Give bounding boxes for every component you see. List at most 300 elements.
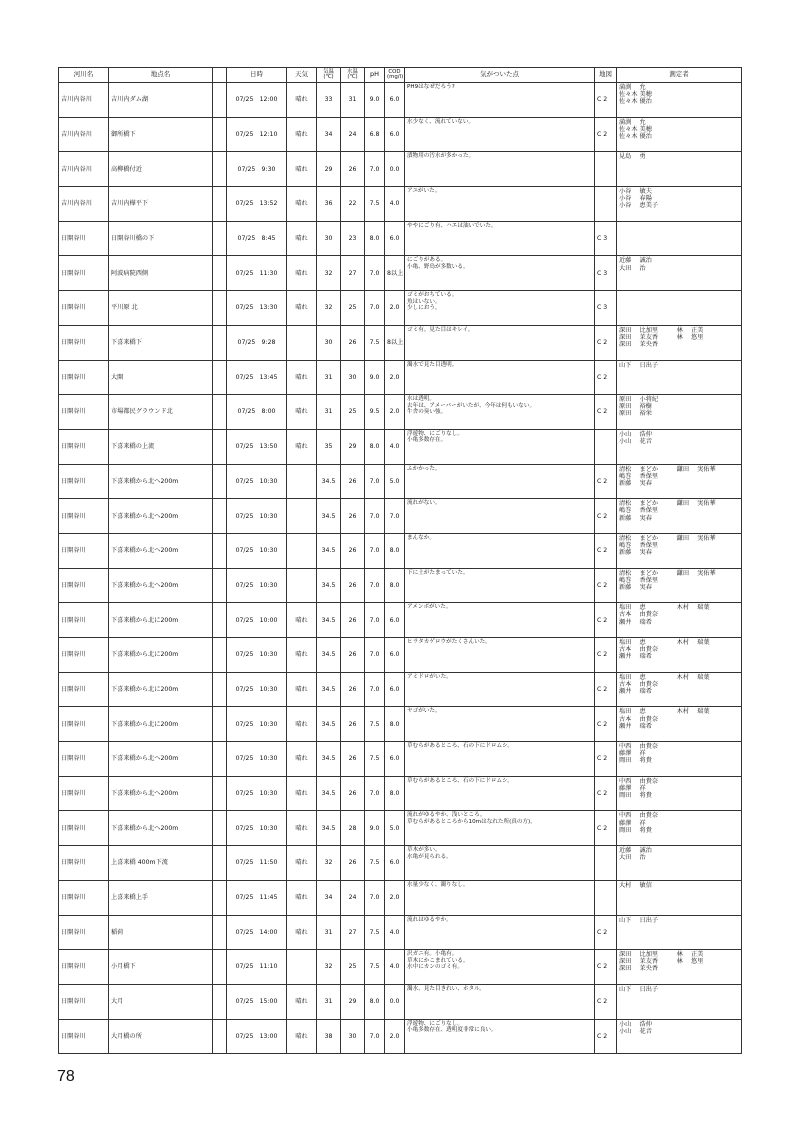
table-row <box>59 325 742 360</box>
blank-cell <box>213 117 227 152</box>
observer-line: 塩田 恵 木村 瑞葉 <box>619 708 710 716</box>
table-row <box>59 603 742 638</box>
table-row <box>59 568 742 603</box>
map-cell: C 3 <box>595 256 617 291</box>
datetime-cell: 07/25 11:45 <box>227 880 287 915</box>
cod-cell: 2.0 <box>385 360 405 395</box>
air-temp-cell: 38 <box>317 1019 341 1054</box>
observer-line: 藤澤 祥 <box>619 750 646 758</box>
cod-cell: 4.0 <box>385 187 405 222</box>
river-cell: 日開谷川 <box>59 256 109 291</box>
weather-cell: 晴れ <box>287 707 317 742</box>
datetime-cell: 07/25 10:30 <box>227 811 287 846</box>
cod-cell: 2.0 <box>385 880 405 915</box>
site-cell: 下喜来橋下 <box>109 325 213 360</box>
notes-cell <box>405 603 595 638</box>
notes-cell <box>405 221 595 256</box>
site-cell: 日開谷川橋の下 <box>109 221 213 256</box>
water-temp-cell: 26 <box>341 325 365 360</box>
datetime-cell: 07/25 11:10 <box>227 950 287 985</box>
observers-cell <box>617 395 742 430</box>
observer-line: 藤澤 祥 <box>619 784 646 792</box>
observers-cell <box>617 291 742 326</box>
map-cell: C 2 <box>595 360 617 395</box>
observer-line: 小山 浩仲 <box>619 1020 652 1028</box>
cod-cell: 6.0 <box>385 221 405 256</box>
note-line: 小亀多数存在。 <box>407 437 447 444</box>
blank-cell <box>213 568 227 603</box>
water-temp-cell: 29 <box>341 984 365 1019</box>
river-cell: 日開谷川 <box>59 915 109 950</box>
note-line: 草むらがあるところ、石の下にドロムシ。 <box>407 777 513 784</box>
cod-cell: 6.0 <box>385 603 405 638</box>
air-temp-cell: 35 <box>317 429 341 464</box>
ph-cell: 9.0 <box>365 811 385 846</box>
header-water-temp: 水温 (℃) <box>341 68 365 83</box>
water-temp-cell: 29 <box>341 429 365 464</box>
observers-cell <box>617 429 742 464</box>
blank-cell <box>213 880 227 915</box>
datetime-cell: 07/25 11:50 <box>227 846 287 881</box>
datetime-cell: 07/25 10:30 <box>227 638 287 673</box>
note-line: 水中にカンのゴミ有。 <box>407 964 463 971</box>
water-temp-cell: 26 <box>341 707 365 742</box>
air-temp-cell: 32 <box>317 950 341 985</box>
observer-line: 小山 浩仲 <box>619 430 652 438</box>
air-temp-cell: 34.5 <box>317 499 341 534</box>
header-ph: pH <box>365 68 385 83</box>
note-line: 牛舎の臭い強。 <box>407 409 447 416</box>
header-map: 地図 <box>595 68 617 83</box>
header-river: 河川名 <box>59 68 109 83</box>
datetime-cell: 07/25 11:30 <box>227 256 287 291</box>
blank-cell <box>213 915 227 950</box>
table-row <box>59 846 742 881</box>
notes-cell <box>405 395 595 430</box>
water-temp-cell: 28 <box>341 811 365 846</box>
ph-cell: 7.0 <box>365 638 385 673</box>
observer-line: 深田 茉央香 <box>619 965 659 973</box>
river-cell: 日開谷川 <box>59 880 109 915</box>
observer-line: 瀬井 瑞希 <box>619 618 652 626</box>
note-line: PH9はなぜだろう? <box>407 84 455 90</box>
weather-cell: 晴れ <box>287 776 317 811</box>
weather-cell: 晴れ <box>287 603 317 638</box>
observer-line: 深田 比加里 林 正美 <box>619 326 704 334</box>
observer-line: 塩田 恵 木村 瑞葉 <box>619 673 710 681</box>
table-row <box>59 811 742 846</box>
note-line: 草むらがあるところ、石の下にドロムシ。 <box>407 743 513 750</box>
observers-cell <box>617 464 742 499</box>
site-cell: 阿波病院西側 <box>109 256 213 291</box>
note-line: 流れはゆるやか。 <box>407 916 452 923</box>
table-row <box>59 880 742 915</box>
note-line: 水少なく、流れていない。 <box>407 118 475 125</box>
weather-cell: 晴れ <box>287 152 317 187</box>
weather-cell: 晴れ <box>287 672 317 707</box>
ph-cell: 7.5 <box>365 950 385 985</box>
cod-cell: 6.0 <box>385 117 405 152</box>
blank-cell <box>213 152 227 187</box>
cod-cell: 6.0 <box>385 83 405 118</box>
observers-cell <box>617 499 742 534</box>
observer-line: 大田 治 <box>619 264 646 272</box>
observers-cell <box>617 83 742 118</box>
observers-cell <box>617 603 742 638</box>
map-cell: C 2 <box>595 603 617 638</box>
air-temp-cell: 34.5 <box>317 568 341 603</box>
ph-cell: 7.0 <box>365 880 385 915</box>
datetime-cell: 07/25 10:30 <box>227 568 287 603</box>
observer-line: 清松 まどか 鎌田 実佑華 <box>619 465 716 473</box>
cod-cell: 6.0 <box>385 742 405 777</box>
observer-line: 塩田 恵 木村 瑞葉 <box>619 639 710 646</box>
air-temp-cell: 31 <box>317 915 341 950</box>
river-cell: 日開谷川 <box>59 984 109 1019</box>
note-line: 下に土がたまっていた。 <box>407 569 469 576</box>
map-cell: C 2 <box>595 672 617 707</box>
notes-cell <box>405 360 595 395</box>
ph-cell: 6.8 <box>365 117 385 152</box>
observers-cell <box>617 117 742 152</box>
water-temp-cell: 26 <box>341 603 365 638</box>
blank-cell <box>213 395 227 430</box>
water-temp-cell: 26 <box>341 672 365 707</box>
table-row <box>59 915 742 950</box>
observer-line: 嶋巻 香保里 <box>619 576 659 584</box>
observers-cell <box>617 776 742 811</box>
header-observers: 測定者 <box>617 68 742 83</box>
weather-cell <box>287 499 317 534</box>
observers-cell <box>617 984 742 1019</box>
observer-line: 藤澤 祥 <box>619 819 646 827</box>
site-cell: 下喜来橋から北へ200m <box>109 533 213 568</box>
map-cell: C 3 <box>595 291 617 326</box>
blank-cell <box>213 1019 227 1054</box>
note-line: 草むらがあるところから10mはなれた所(真の方)。 <box>407 818 536 825</box>
note-line: 草木にかこまれている。 <box>407 957 469 964</box>
note-line: 浮遊物、にごりなし。 <box>407 1020 463 1027</box>
note-line: 流れがゆるやか、浅いところ。 <box>407 812 486 819</box>
water-temp-cell: 26 <box>341 638 365 673</box>
note-line: 水量少なく、濁りなし。 <box>407 881 469 888</box>
ph-cell: 7.5 <box>365 742 385 777</box>
air-temp-cell: 34.5 <box>317 603 341 638</box>
observer-line: 深田 比加里 林 正美 <box>619 951 704 959</box>
site-cell: 吉川内樺平下 <box>109 187 213 222</box>
blank-cell <box>213 742 227 777</box>
datetime-cell: 07/25 14:00 <box>227 915 287 950</box>
river-cell: 日開谷川 <box>59 742 109 777</box>
river-cell: 吉川内谷川 <box>59 187 109 222</box>
table-row <box>59 499 742 534</box>
observer-line: 原田 小将紀 <box>619 396 659 404</box>
air-temp-cell: 32 <box>317 291 341 326</box>
notes-cell <box>405 638 595 673</box>
water-temp-cell: 26 <box>341 568 365 603</box>
datetime-cell: 07/25 10:30 <box>227 499 287 534</box>
cod-cell: 4.0 <box>385 915 405 950</box>
datetime-cell: 07/25 8:00 <box>227 395 287 430</box>
notes-cell <box>405 256 595 291</box>
note-line: 少しにおう。 <box>407 304 441 311</box>
map-cell: C 3 <box>595 221 617 256</box>
observers-cell <box>617 360 742 395</box>
map-cell: C 2 <box>595 1019 617 1054</box>
note-line: 魚はいない。 <box>407 298 441 305</box>
note-line: にごりがある。 <box>407 257 447 264</box>
notes-cell <box>405 291 595 326</box>
observers-cell <box>617 638 742 673</box>
map-cell: C 2 <box>595 984 617 1019</box>
datetime-cell: 07/25 13:45 <box>227 360 287 395</box>
weather-cell <box>287 533 317 568</box>
river-cell: 吉川内谷川 <box>59 83 109 118</box>
note-line: ゴミ有。見た目はキレイ。 <box>407 326 474 333</box>
ph-cell: 7.0 <box>365 603 385 638</box>
river-cell: 日開谷川 <box>59 776 109 811</box>
observer-line: 佐々木 優治 <box>619 132 652 140</box>
water-temp-cell: 25 <box>341 395 365 430</box>
header-site: 地点名 <box>109 68 213 83</box>
map-cell: C 2 <box>595 950 617 985</box>
map-cell: C 2 <box>595 638 617 673</box>
observers-cell <box>617 742 742 777</box>
observer-line: 瀬井 瑞希 <box>619 687 652 695</box>
blank-cell <box>213 429 227 464</box>
datetime-cell: 07/25 13:52 <box>227 187 287 222</box>
observer-line: 清松 まどか 鎌田 実佑華 <box>619 569 716 577</box>
blank-cell <box>213 672 227 707</box>
datetime-cell: 07/25 13:00 <box>227 1019 287 1054</box>
ph-cell: 7.0 <box>365 672 385 707</box>
observer-line: 古本 由貴奈 <box>619 715 659 723</box>
observer-line: 小谷 敏夫 <box>619 188 652 196</box>
cod-cell: 2.0 <box>385 395 405 430</box>
observers-cell <box>617 846 742 881</box>
site-cell: 吉川内ダム湖 <box>109 83 213 118</box>
notes-cell <box>405 117 595 152</box>
weather-cell: 晴れ <box>287 360 317 395</box>
water-temp-cell: 24 <box>341 117 365 152</box>
water-temp-cell: 22 <box>341 187 365 222</box>
map-cell <box>595 429 617 464</box>
observer-line: 原田 裕栄 <box>619 410 652 418</box>
note-line: 濁水で見た目透明。 <box>407 361 458 368</box>
observer-line: 岡田 将貴 <box>619 757 652 765</box>
air-temp-cell: 30 <box>317 221 341 256</box>
observer-line: 近藤 誠治 <box>619 847 652 855</box>
table-row <box>59 984 742 1019</box>
header-datetime: 日時 <box>227 68 287 83</box>
map-cell: C 2 <box>595 395 617 430</box>
note-line: まんなか。 <box>407 534 435 541</box>
cod-cell: 8.0 <box>385 707 405 742</box>
observer-line: 古本 由貴奈 <box>619 611 659 619</box>
water-temp-cell: 23 <box>341 221 365 256</box>
river-cell: 日開谷川 <box>59 499 109 534</box>
water-temp-cell: 26 <box>341 464 365 499</box>
ph-cell: 9.0 <box>365 360 385 395</box>
observer-line: 小山 花音 <box>619 438 652 445</box>
site-cell: 下喜来橋から北へ200m <box>109 811 213 846</box>
datetime-cell: 07/25 10:00 <box>227 603 287 638</box>
weather-cell: 晴れ <box>287 1019 317 1054</box>
river-cell: 日開谷川 <box>59 325 109 360</box>
table-row <box>59 360 742 395</box>
notes-cell <box>405 499 595 534</box>
weather-cell: 晴れ <box>287 638 317 673</box>
ph-cell: 9.0 <box>365 83 385 118</box>
observer-line: 佐々木 美穂 <box>619 125 652 133</box>
blank-cell <box>213 83 227 118</box>
observers-cell <box>617 256 742 291</box>
note-line: 流れがない。 <box>407 500 441 507</box>
cod-cell: 2.0 <box>385 291 405 326</box>
air-temp-cell: 29 <box>317 152 341 187</box>
cod-cell: 6.0 <box>385 638 405 673</box>
river-cell: 日開谷川 <box>59 707 109 742</box>
blank-cell <box>213 984 227 1019</box>
river-cell: 日開谷川 <box>59 638 109 673</box>
air-temp-cell: 34.5 <box>317 811 341 846</box>
water-temp-cell: 26 <box>341 742 365 777</box>
weather-cell: 晴れ <box>287 984 317 1019</box>
datetime-cell: 07/25 10:30 <box>227 464 287 499</box>
ph-cell: 7.0 <box>365 568 385 603</box>
observer-line: 大村 敏信 <box>619 881 652 889</box>
blank-cell <box>213 846 227 881</box>
datetime-cell: 07/25 13:30 <box>227 291 287 326</box>
air-temp-cell: 31 <box>317 984 341 1019</box>
weather-cell: 晴れ <box>287 811 317 846</box>
observer-line: 中西 由貴奈 <box>619 743 659 751</box>
note-line: 濁水、見た目きれい、ホタル。 <box>407 985 485 992</box>
cod-cell: 7.0 <box>385 499 405 534</box>
datetime-cell: 07/25 9:30 <box>227 152 287 187</box>
header-blank <box>213 68 227 83</box>
map-cell: C 2 <box>595 568 617 603</box>
observers-cell <box>617 187 742 222</box>
table-row <box>59 256 742 291</box>
water-temp-cell: 30 <box>341 360 365 395</box>
weather-cell <box>287 325 317 360</box>
observers-cell <box>617 568 742 603</box>
table-row <box>59 83 742 118</box>
ph-cell: 7.5 <box>365 915 385 950</box>
blank-cell <box>213 638 227 673</box>
water-temp-cell: 31 <box>341 83 365 118</box>
blank-cell <box>213 707 227 742</box>
observers-cell <box>617 950 742 985</box>
table-row <box>59 707 742 742</box>
cod-cell: 6.0 <box>385 672 405 707</box>
observer-line: 嶋巻 香保里 <box>619 542 659 550</box>
river-cell: 日開谷川 <box>59 950 109 985</box>
table-row <box>59 117 742 152</box>
header-weather: 天気 <box>287 68 317 83</box>
observer-line: 瀬井 瑞希 <box>619 653 652 661</box>
table-row <box>59 776 742 811</box>
map-cell: C 2 <box>595 325 617 360</box>
map-cell: C 2 <box>595 776 617 811</box>
weather-cell: 晴れ <box>287 395 317 430</box>
observer-line: 中西 由貴奈 <box>619 812 659 820</box>
river-cell: 日開谷川 <box>59 291 109 326</box>
datetime-cell: 07/25 8:45 <box>227 221 287 256</box>
notes-cell <box>405 811 595 846</box>
map-cell <box>595 880 617 915</box>
observer-line: 岡田 将貴 <box>619 792 652 799</box>
observer-line: 小谷 春陽 <box>619 195 652 203</box>
observers-cell <box>617 672 742 707</box>
weather-cell: 晴れ <box>287 742 317 777</box>
map-cell: C 2 <box>595 117 617 152</box>
table-row <box>59 464 742 499</box>
datetime-cell: 07/25 12:10 <box>227 117 287 152</box>
notes-cell <box>405 742 595 777</box>
air-temp-cell: 34 <box>317 880 341 915</box>
observer-line: 小山 花音 <box>619 1027 652 1035</box>
water-temp-cell: 26 <box>341 152 365 187</box>
map-cell: C 2 <box>595 83 617 118</box>
river-cell: 日開谷川 <box>59 568 109 603</box>
blank-cell <box>213 533 227 568</box>
cod-cell: 4.0 <box>385 429 405 464</box>
cod-cell: 2.0 <box>385 1019 405 1054</box>
site-cell: 下喜来橋から北に200m <box>109 707 213 742</box>
water-temp-cell: 25 <box>341 291 365 326</box>
ph-cell: 7.5 <box>365 187 385 222</box>
map-cell: C 2 <box>595 464 617 499</box>
header-notes: 気がついた点 <box>405 68 595 83</box>
air-temp-cell: 34.5 <box>317 533 341 568</box>
ph-cell: 7.0 <box>365 291 385 326</box>
note-line: アミドロがいた。 <box>407 673 452 680</box>
air-temp-cell: 36 <box>317 187 341 222</box>
table-row <box>59 291 742 326</box>
blank-cell <box>213 187 227 222</box>
river-cell: 日開谷川 <box>59 533 109 568</box>
air-temp-cell: 34.5 <box>317 638 341 673</box>
note-line: 水亀が見られる。 <box>407 853 452 860</box>
observer-line: 深田 茉友香 林 悠里 <box>619 958 704 966</box>
observer-line: 新藤 実春 <box>619 549 652 557</box>
cod-cell: 6.0 <box>385 846 405 881</box>
blank-cell <box>213 603 227 638</box>
site-cell: 上喜来橋 400m下流 <box>109 846 213 881</box>
observer-line: 満渕 允 <box>619 118 646 126</box>
datetime-cell: 07/25 13:50 <box>227 429 287 464</box>
site-cell: 大月 <box>109 984 213 1019</box>
note-line: アユがいた。 <box>407 188 441 195</box>
header-air-temp: 気温 (℃) <box>317 68 341 83</box>
note-line: ヒラタカゲロウがたくさんいた。 <box>407 639 491 645</box>
weather-cell: 晴れ <box>287 221 317 256</box>
observer-line: 小谷 恵美子 <box>619 202 659 210</box>
weather-cell: 晴れ <box>287 187 317 222</box>
cod-cell: 5.0 <box>385 464 405 499</box>
blank-cell <box>213 811 227 846</box>
observer-line: 佐々木 美穂 <box>619 91 652 99</box>
observers-cell <box>617 915 742 950</box>
observer-line: 瀬井 瑞希 <box>619 722 652 730</box>
river-cell: 日開谷川 <box>59 464 109 499</box>
cod-cell: 0.0 <box>385 152 405 187</box>
river-cell: 日開谷川 <box>59 672 109 707</box>
datetime-cell: 07/25 10:30 <box>227 707 287 742</box>
observer-line: 新藤 実春 <box>619 583 652 591</box>
